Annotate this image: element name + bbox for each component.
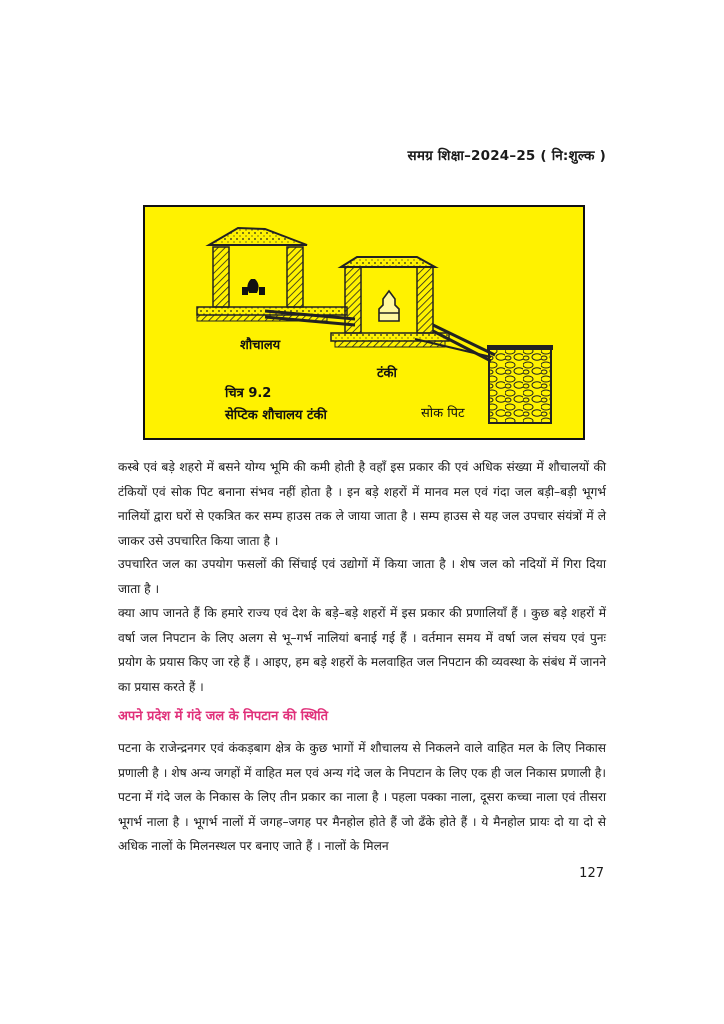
- septic-tank-structure: [331, 257, 449, 347]
- soak-pit-structure: [487, 345, 553, 423]
- section-heading: अपने प्रदेश में गंदे जल के निपटान की स्थिति: [118, 709, 329, 724]
- septic-tank-diagram: [145, 207, 583, 438]
- tank-label: टंकी: [377, 366, 397, 381]
- toilet-label: शौचालय: [240, 338, 281, 353]
- figure-number: चित्र 9.2: [225, 386, 272, 401]
- figure-caption: सेप्टिक शौचालय टंकी: [225, 408, 327, 423]
- paragraph-2: उपचारित जल का उपयोग फसलों की सिंचाई एवं उद्योगों में किया जाता है । शेष जल को नदियों में गिरा दिया जाता है ।: [118, 557, 606, 596]
- toilet-structure: [197, 228, 347, 321]
- section-paragraph: पटना के राजेन्द्रनगर एवं कंकड़बाग क्षेत्र के कुछ भागों में शौचालय से निकलने वाले वाहित मल के लिए निकास प्रणाली है । शेष अन्य जगहों में वाहित मल एवं अन्य गंदे जल के निपटान के लिए एक ही जल निकास प्रणाली है। पटना में गंदे जल के निकास के लिए तीन प्रकार का नाला है । पहला पक्का नाला, दूसरा कच्चा नाला एवं तीसरा भूगर्भ नाला है । भूगर्भ नालों में जगह–जगह पर मैनहोल होते हैं जो ढँके होते हैं । ये मैनहोल प्रायः दो या दो से अधिक नालों के मिलनस्थल पर बनाए जाते हैं । नालों के मिलन: [118, 741, 606, 853]
- paragraph-1: कस्बे एवं बड़े शहरो में बसने योग्य भूमि की कमी होती है वहाँ इस प्रकार की एवं अधिक संख्या में शौचालयों की टंकियों एवं सोक पिट बनाना संभव नहीं होता है । इन बड़े शहरों में मानव मल एवं गंदा जल बड़ी–बड़ी भूगर्भ नालियों द्वारा घरों से एकत्रित कर सम्प हाउस तक ले जाया जाता है । सम्प हाउस से यह जल उपचार संयंत्रों में ले जाकर उसे उपचारित किया जाता है ।: [118, 460, 606, 548]
- paragraph-3: क्या आप जानते हैं कि हमारे राज्य एवं देश के बड़े–बड़े शहरों में इस प्रकार की प्रणालियाँ हैं । कुछ बड़े शहरों में वर्षा जल निपटान के लिए अलग से भू–गर्भ नालियां बनाई गई हैं । वर्तमान समय में वर्षा जल संचय एवं पुनः प्रयोग के प्रयास किए जा रहे हैं । आइए, हम बड़े शहरों के मलवाहित जल निपटान की व्यवस्था के संबंध में जानने का प्रयास करते हैं ।: [118, 606, 606, 694]
- septic-tank-figure: [143, 205, 585, 440]
- page-number: 127: [579, 866, 604, 881]
- soak-pit-label: सोक पिट: [421, 406, 465, 421]
- page-header: समग्र शिक्षा–2024–25 ( नि:शुल्क ): [407, 148, 606, 164]
